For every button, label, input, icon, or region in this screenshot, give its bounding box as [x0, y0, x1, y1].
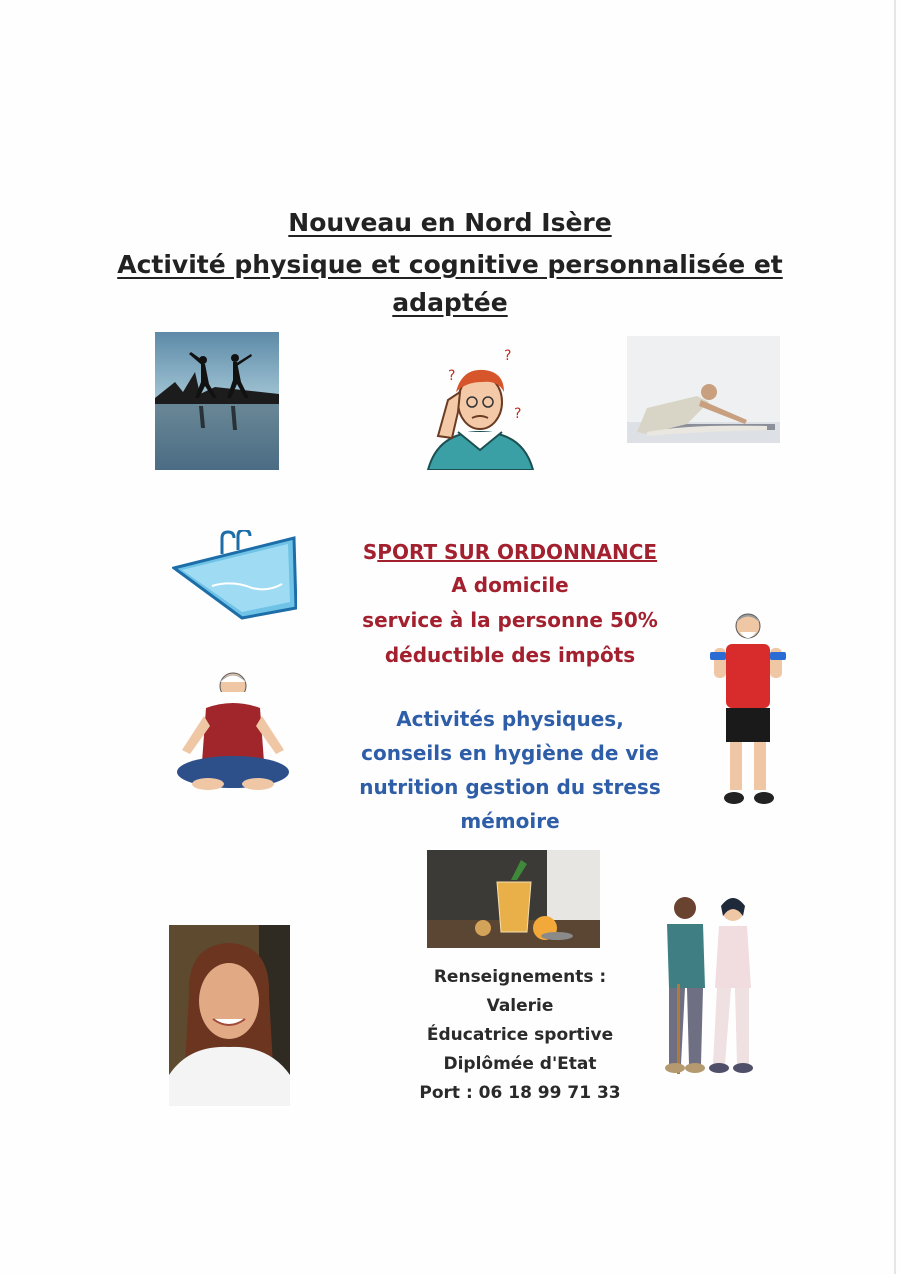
services-line-3: nutrition gestion du stress	[359, 775, 661, 799]
scan-edge	[894, 0, 896, 1274]
contact-role: Éducatrice sportive	[426, 1025, 614, 1045]
services-line-4: mémoire	[460, 809, 560, 833]
svg-text:?: ?	[448, 368, 456, 384]
contact-name: Valerie	[486, 996, 554, 1016]
offer-line-1: A domicile	[451, 573, 569, 597]
contact-phone: Port : 06 18 99 71 33	[419, 1083, 621, 1103]
confused-man-illustration	[418, 340, 543, 470]
title-line-3: adaptée	[392, 288, 508, 317]
contact-line-1: Renseignements :	[433, 967, 607, 987]
svg-text:?: ?	[504, 348, 512, 364]
contact-diploma: Diplômée d'Etat	[443, 1054, 597, 1074]
dumbbell-man-illustration	[710, 604, 790, 809]
services-line-1: Activités physiques,	[396, 707, 624, 731]
offer-line-3: déductible des impôts	[384, 643, 636, 667]
services-line-2: conseils en hygiène de vie	[361, 741, 659, 765]
swimming-pool-icon	[172, 530, 297, 620]
valerie-portrait-photo	[169, 925, 290, 1106]
sunset-exercise-photo	[155, 332, 279, 470]
offer-line-2: service à la personne 50%	[362, 608, 658, 632]
title-line-2: Activité physique et cognitive personnalisée et	[117, 250, 783, 279]
offer-title: SPORT SUR ORDONNANCE	[362, 540, 658, 564]
stretching-photo	[627, 336, 780, 443]
title-line-1: Nouveau en Nord Isère	[288, 208, 612, 237]
juice-photo	[427, 850, 600, 948]
meditating-man-illustration	[168, 666, 298, 794]
walking-couple-illustration	[655, 888, 758, 1076]
svg-text:?: ?	[514, 406, 522, 422]
